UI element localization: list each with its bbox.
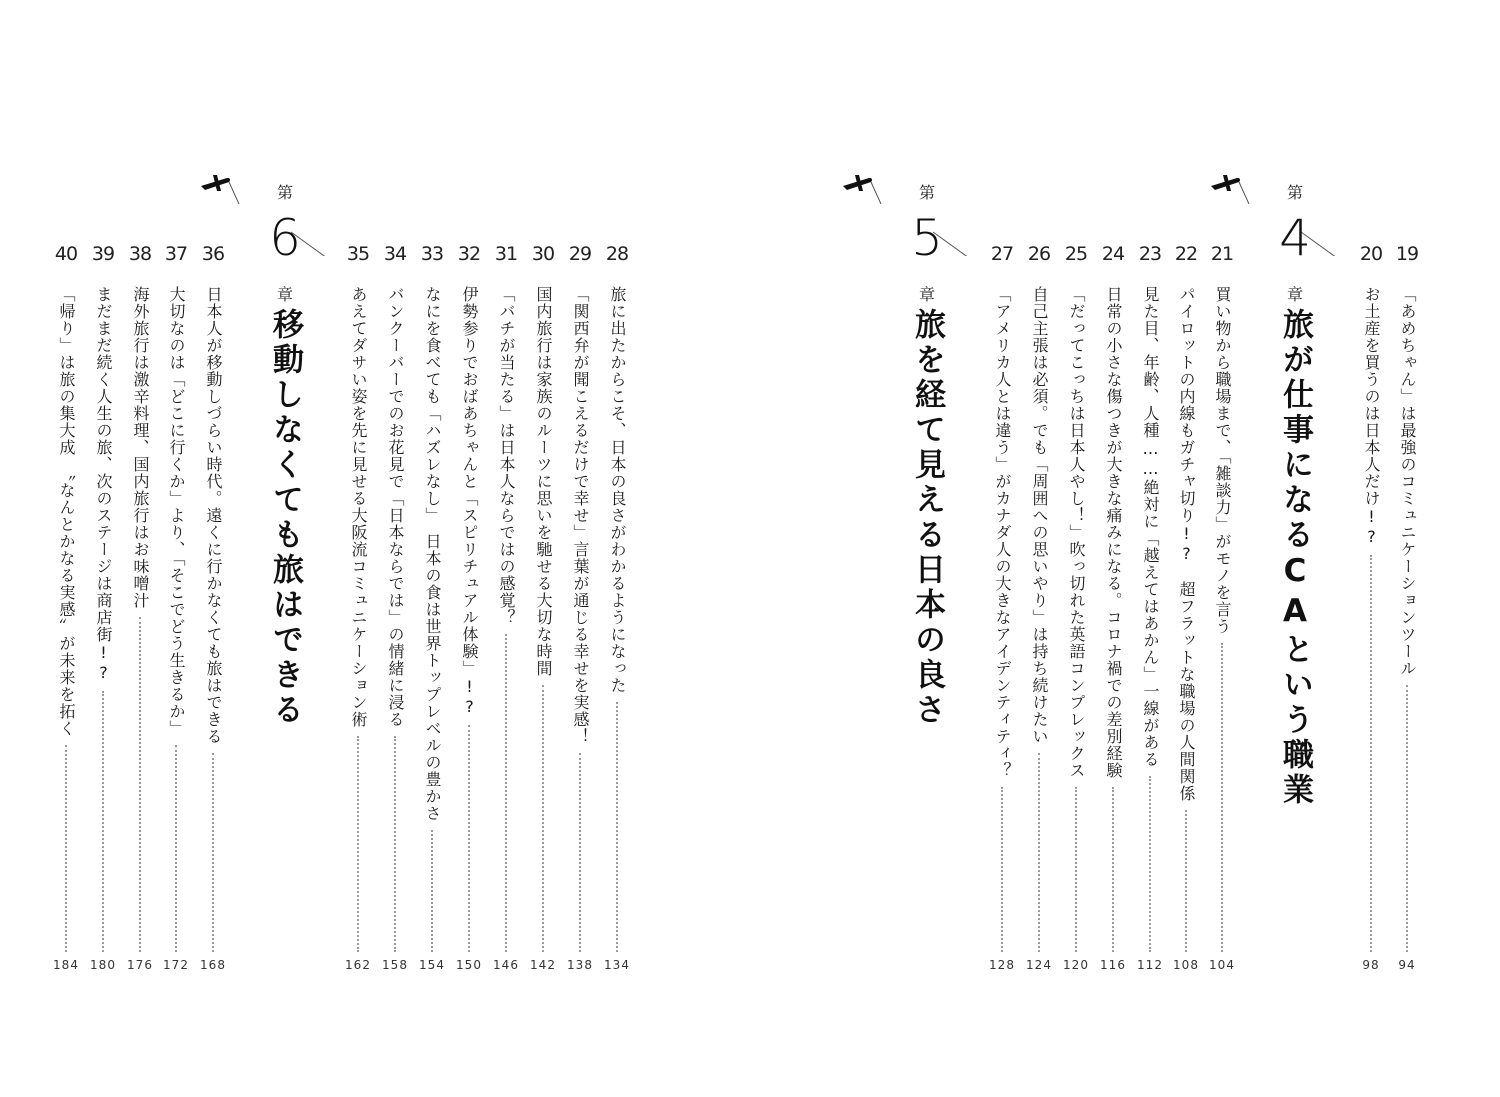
toc-entry[interactable] [599, 0, 635, 1000]
entry-number: 21 [1210, 243, 1234, 265]
entry-title: 旅に出たからこそ、日本の良さがわかるようになった [608, 286, 627, 694]
page-number: 142 [530, 958, 556, 972]
entry-number: 29 [568, 243, 592, 265]
entry-title: 「あめちゃん」は最強のコミュニケーションツール [1398, 286, 1417, 677]
dot-leader [175, 745, 177, 952]
toc-entry[interactable] [1204, 0, 1240, 1000]
dot-leader [616, 702, 618, 952]
entry-title: 「アメリカ人とは違う」がカナダ人の大きなアイデンティティ？ [993, 286, 1012, 779]
dot-leader [394, 736, 396, 952]
page-number: 146 [493, 958, 519, 972]
entry-title: 「バチが当たる」は日本人ならではの感覚？ [497, 286, 516, 626]
chapter-5-heading [897, 0, 957, 900]
page-number: 108 [1173, 958, 1199, 972]
entry-title: あえてダサい姿を先に見せる大阪流コミュニケーション術 [349, 286, 368, 728]
chapter-suffix: 章 [918, 285, 935, 304]
entry-number: 25 [1064, 243, 1088, 265]
toc-entry[interactable] [1132, 0, 1168, 1000]
page-number: 180 [90, 958, 116, 972]
page-number: 168 [200, 958, 226, 972]
chapter-suffix: 章 [1286, 285, 1303, 304]
toc-entry[interactable] [48, 0, 84, 1000]
dot-leader [212, 753, 214, 952]
entry-title: 見た目、年齢、人種……絶対に「越えてはあかん」一線がある [1141, 286, 1160, 768]
entry-number: 27 [990, 243, 1014, 265]
chapter-title: 旅が仕事になるCAという職業 [1277, 308, 1313, 808]
entry-title: 「帰り」は旅の集大成 〝なんとかなる実感〟が未来を拓く [57, 286, 76, 737]
entry-number: 30 [531, 243, 555, 265]
entry-title: 伊勢参りでおばあちゃんと「スピリチュアル体験」!? [460, 286, 479, 717]
dot-leader [139, 617, 141, 952]
toc-entry[interactable] [158, 0, 194, 1000]
dot-leader [1406, 685, 1408, 952]
entry-number: 31 [494, 243, 518, 265]
entry-title: 買い物から職場まで、「雑談力」がモノを言う [1213, 286, 1232, 635]
entry-title: 自己主張は必須。でも「周囲への思いやり」は持ち続けたい [1030, 286, 1049, 745]
chapter-6-heading [255, 0, 315, 900]
toc-entry[interactable] [562, 0, 598, 1000]
toc-entry[interactable] [195, 0, 231, 1000]
entry-number: 38 [128, 243, 152, 265]
dot-leader [542, 685, 544, 952]
toc-entry[interactable] [340, 0, 376, 1000]
toc-entry[interactable] [414, 0, 450, 1000]
dot-leader [579, 753, 581, 952]
toc-entry[interactable] [1389, 0, 1425, 1000]
chapter-number: 5 [911, 209, 943, 267]
entry-number: 34 [383, 243, 407, 265]
entry-number: 36 [201, 243, 225, 265]
entry-title: 大切なのは「どこに行くか」より、「そこでどう生きるか」 [167, 286, 186, 737]
page-number: 112 [1137, 958, 1163, 972]
toc-entry[interactable] [488, 0, 524, 1000]
toc-entry[interactable] [525, 0, 561, 1000]
entry-title: なにを食べても「ハズレなし」 日本の食は世界トップレベルの豊かさ [423, 286, 442, 822]
entry-title: 「だってこっちは日本人やし！」吹っ切れた英語コンプレックス [1067, 286, 1086, 779]
page-number: 158 [382, 958, 408, 972]
chapter-prefix: 第 [1286, 183, 1303, 202]
page-number: 124 [1026, 958, 1052, 972]
page-number: 98 [1362, 958, 1380, 972]
page-number: 150 [456, 958, 482, 972]
toc-entry[interactable] [85, 0, 121, 1000]
page-number: 128 [989, 958, 1015, 972]
chapter-prefix: 第 [276, 183, 293, 202]
entry-number: 26 [1027, 243, 1051, 265]
page-number: 116 [1100, 958, 1126, 972]
toc-entry[interactable] [1353, 0, 1389, 1000]
entry-number: 33 [420, 243, 444, 265]
dot-leader [1370, 555, 1372, 952]
entry-number: 35 [346, 243, 370, 265]
dot-leader [1075, 787, 1077, 952]
dot-leader [505, 634, 507, 952]
entry-number: 28 [605, 243, 629, 265]
dot-leader [1112, 787, 1114, 952]
entry-title: お土産を買うのは日本人だけ!? [1362, 286, 1381, 547]
entry-title: パイロットの内線もガチャ切り!? 超フラットな職場の人間関係 [1177, 286, 1196, 802]
entry-title: まだまだ続く人生の旅、次のステージは商店街!? [94, 286, 113, 683]
dot-leader [1038, 753, 1040, 952]
page-number: 176 [127, 958, 153, 972]
dot-leader [1001, 787, 1003, 952]
entry-number: 23 [1138, 243, 1162, 265]
page-number: 162 [345, 958, 371, 972]
toc-entry[interactable] [984, 0, 1020, 1000]
dot-leader [1221, 643, 1223, 952]
page-number: 154 [419, 958, 445, 972]
page-number: 138 [567, 958, 593, 972]
entry-number: 37 [164, 243, 188, 265]
chapter-suffix: 章 [276, 285, 293, 304]
chapter-number: 4 [1279, 209, 1311, 267]
toc-entry[interactable] [1168, 0, 1204, 1000]
dot-leader [65, 745, 67, 952]
entry-number: 22 [1174, 243, 1198, 265]
page-number: 134 [604, 958, 630, 972]
entry-number: 20 [1359, 243, 1383, 265]
dot-leader [1149, 776, 1151, 952]
chapter-4-heading [1265, 0, 1325, 900]
toc-entry[interactable] [1095, 0, 1131, 1000]
entry-title: 国内旅行は家族のルーツに思いを馳せる大切な時間 [534, 286, 553, 677]
entry-title: バンクーバーでのお花見で「日本ならでは」の情緒に浸る [386, 286, 405, 728]
page-number: 104 [1209, 958, 1235, 972]
entry-number: 40 [54, 243, 78, 265]
toc-entry[interactable] [451, 0, 487, 1000]
entry-number: 32 [457, 243, 481, 265]
chapter-number: 6 [269, 209, 301, 267]
entry-title: 海外旅行は激辛料理、国内旅行はお味噌汁 [131, 286, 150, 609]
chapter-prefix: 第 [918, 183, 935, 202]
entry-title: 「関西弁が聞こえるだけで幸せ」言葉が通じる幸せを実感！ [571, 286, 590, 745]
entry-number: 39 [91, 243, 115, 265]
dot-leader [431, 830, 433, 952]
page-number: 172 [163, 958, 189, 972]
toc-entry[interactable] [1058, 0, 1094, 1000]
dot-leader [1185, 810, 1187, 952]
toc-entry[interactable] [122, 0, 158, 1000]
toc-entry[interactable] [1021, 0, 1057, 1000]
page-number: 120 [1063, 958, 1089, 972]
page-number: 184 [53, 958, 79, 972]
entry-title: 日本人が移動しづらい時代。遠くに行かなくても旅はできる [204, 286, 223, 745]
chapter-title: 移動しなくても旅はできる [267, 308, 303, 728]
entry-number: 24 [1101, 243, 1125, 265]
page-number: 94 [1398, 958, 1416, 972]
dot-leader [357, 736, 359, 952]
dot-leader [468, 725, 470, 952]
dot-leader [102, 691, 104, 952]
entry-title: 日常の小さな傷つきが大きな痛みになる。コロナ禍での差別経験 [1104, 286, 1123, 779]
entry-number: 19 [1395, 243, 1419, 265]
chapter-title: 旅を経て見える日本の良さ [909, 308, 945, 728]
toc-entry[interactable] [377, 0, 413, 1000]
